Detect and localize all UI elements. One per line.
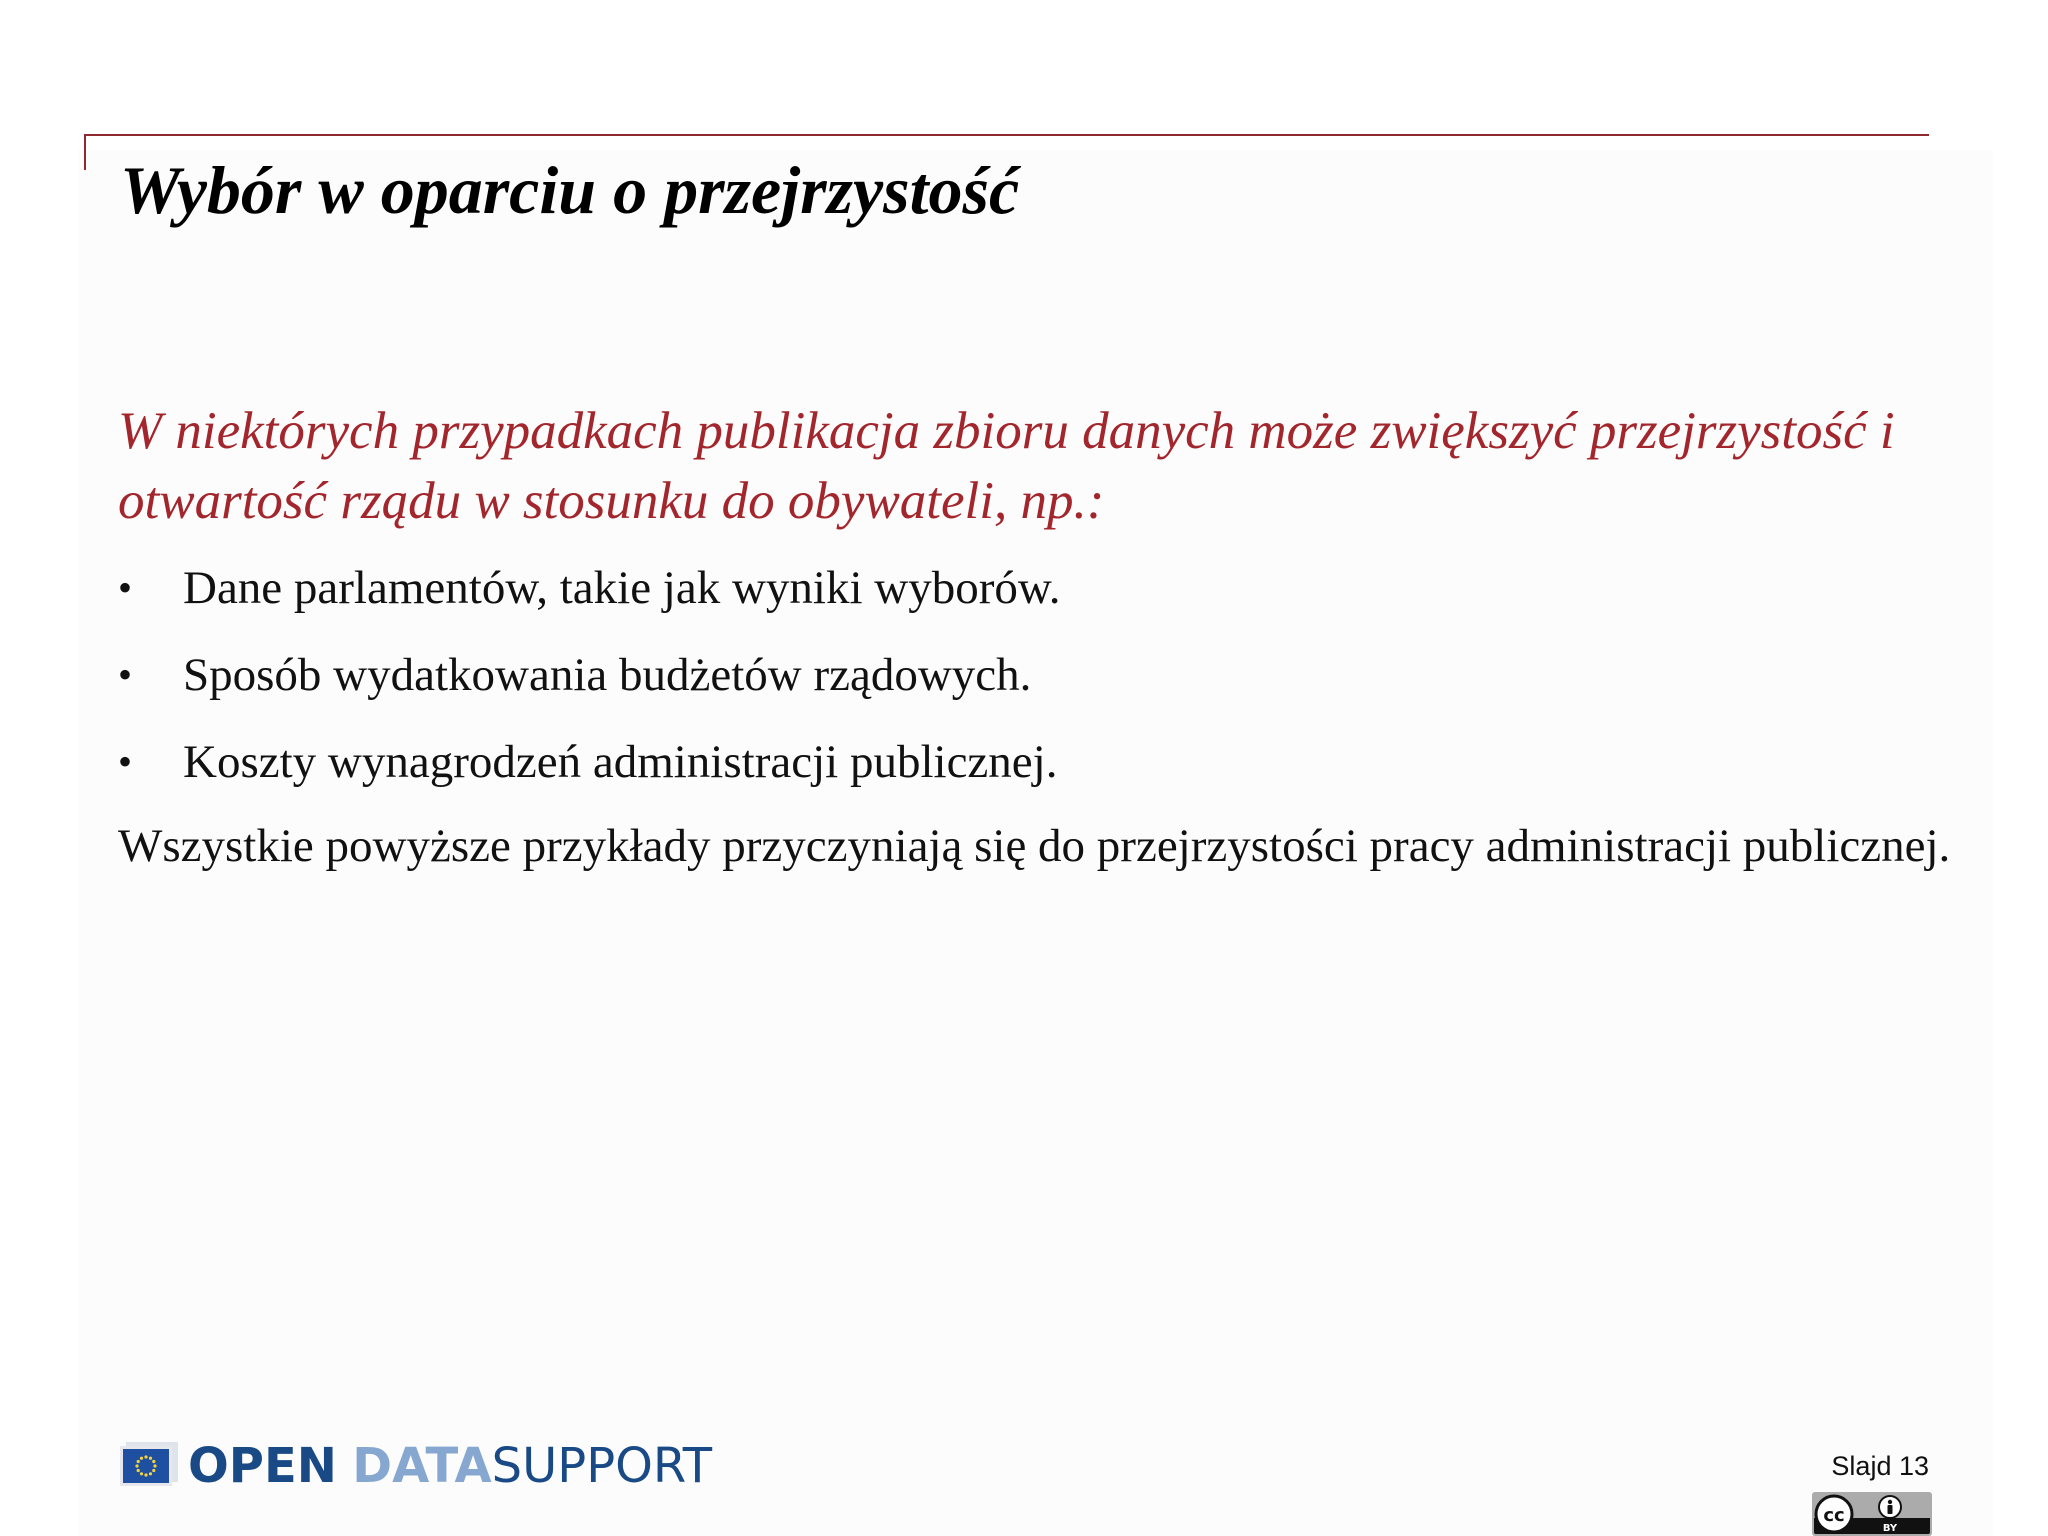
by-label: BY — [1882, 1523, 1898, 1534]
cc-label: cc — [1823, 1505, 1845, 1526]
eu-stars-icon — [131, 1454, 161, 1478]
bullet-dot-icon: • — [118, 565, 133, 610]
bullet-text: Dane parlamentów, takie jak wyniki wyborów. — [183, 562, 1061, 614]
bullet-item — [118, 727, 1061, 814]
creative-commons-by-icon — [1812, 1492, 1932, 1536]
eu-flag-icon — [120, 1446, 172, 1486]
bullet-dot-icon: • — [118, 739, 133, 784]
bullet-text: Sposób wydatkowania budżetów rządowych. — [183, 649, 1032, 701]
logo-wordmark — [188, 1436, 712, 1496]
slide-title: Wybór w oparciu o przejrzystość — [120, 152, 1020, 228]
open-data-support-logo — [120, 1436, 712, 1496]
slide-number: Slajd 13 — [1831, 1451, 1929, 1481]
bullet-text: Koszty wynagrodzeń administracji publicznej. — [183, 736, 1058, 788]
bullet-dot-icon: • — [118, 652, 133, 697]
summary-text: Wszystkie powyższe przykłady przyczyniają się do przejrzystości pracy administracji publicznej. — [118, 820, 1951, 872]
bullet-item — [118, 553, 1061, 640]
title-rule-tick — [84, 134, 86, 170]
bullet-item — [118, 640, 1061, 727]
title-rule-line — [84, 134, 1929, 136]
logo-support: SUPPORT — [491, 1438, 713, 1494]
logo-data: DATA — [352, 1438, 492, 1494]
intro-text: W niektórych przypadkach publikacja zbioru danych może zwiększyć przejrzystość i otwartość rządu w stosunku do obywateli, np.: — [118, 402, 1895, 530]
logo-open: OPEN — [188, 1438, 337, 1494]
bullet-list — [118, 553, 1061, 814]
